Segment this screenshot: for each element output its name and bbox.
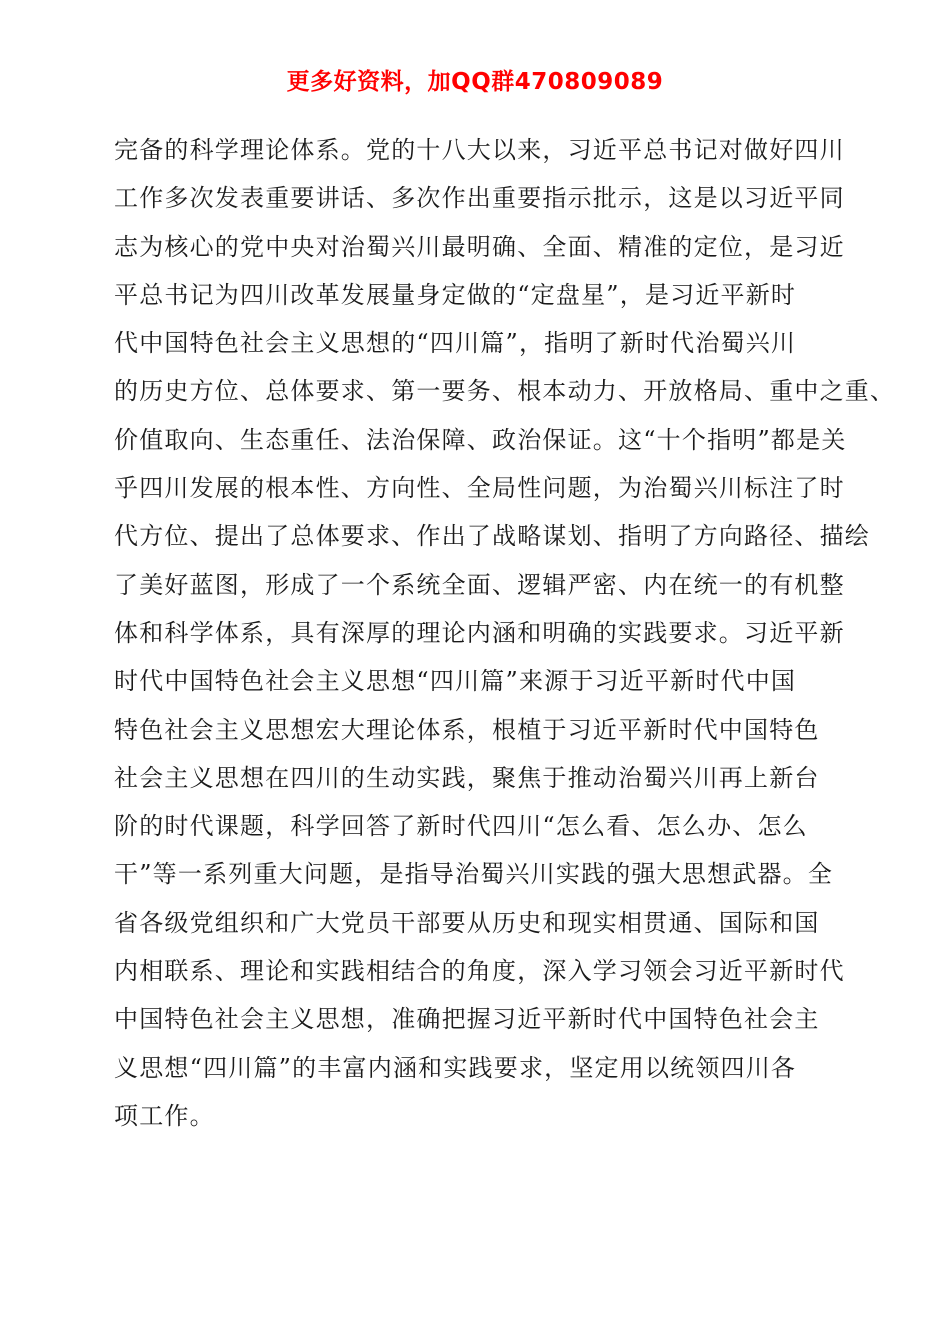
text-line: 项工作。	[114, 1101, 215, 1130]
text-line: 特色社会主义思想宏大理论体系，根植于习近平新时代中国特色	[114, 715, 820, 744]
text-line: 内相联系、理论和实践相结合的角度，深入学习领会习近平新时代	[114, 957, 845, 986]
text-line: 志为核心的党中央对治蜀兴川最明确、全面、精准的定位，是习近	[114, 232, 845, 261]
text-line: 时代中国特色社会主义思想“四川篇”来源于习近平新时代中国	[114, 667, 797, 696]
text-line: 代方位、提出了总体要求、作出了战略谋划、指明了方向路径、描绘	[114, 522, 870, 551]
text-line: 工作多次发表重要讲话、多次作出重要指示批示，这是以习近平同	[114, 184, 845, 213]
promo-banner: 更多好资料，加QQ群470809089	[286, 69, 664, 95]
text-line: 完备的科学理论体系。党的十八大以来，习近平总书记对做好四川	[114, 136, 845, 164]
text-line: 代中国特色社会主义思想的“四川篇”，指明了新时代治蜀兴川	[114, 329, 797, 358]
text-line: 平总书记为四川改革发展量身定做的“定盘星”，是习近平新时	[114, 280, 797, 309]
text-line: 义思想“四川篇”的丰富内涵和实践要求，坚定用以统领四川各	[114, 1053, 797, 1082]
text-line: 体和科学体系，具有深厚的理论内涵和明确的实践要求。习近平新	[114, 618, 845, 647]
text-line: 中国特色社会主义思想，准确把握习近平新时代中国特色社会主	[114, 1005, 820, 1034]
text-line: 乎四川发展的根本性、方向性、全局性问题，为治蜀兴川标注了时	[114, 474, 845, 503]
text-line: 省各级党组织和广大党员干部要从历史和现实相贯通、国际和国	[114, 908, 820, 937]
text-line: 社会主义思想在四川的生动实践，聚焦于推动治蜀兴川再上新台	[114, 763, 820, 792]
text-line: 的历史方位、总体要求、第一要务、根本动力、开放格局、重中之重、	[114, 377, 896, 406]
text-line: 价值取向、生态重任、法治保障、政治保证。这“十个指明”都是关	[114, 425, 847, 454]
text-line: 了美好蓝图，形成了一个系统全面、逻辑严密、内在统一的有机整	[114, 570, 845, 599]
body-paragraph	[114, 126, 896, 1140]
text-line: 阶的时代课题，科学回答了新时代四川“怎么看、怎么办、怎么	[114, 812, 808, 841]
text-line: 干”等一系列重大问题，是指导治蜀兴川实践的强大思想武器。全	[114, 860, 834, 889]
